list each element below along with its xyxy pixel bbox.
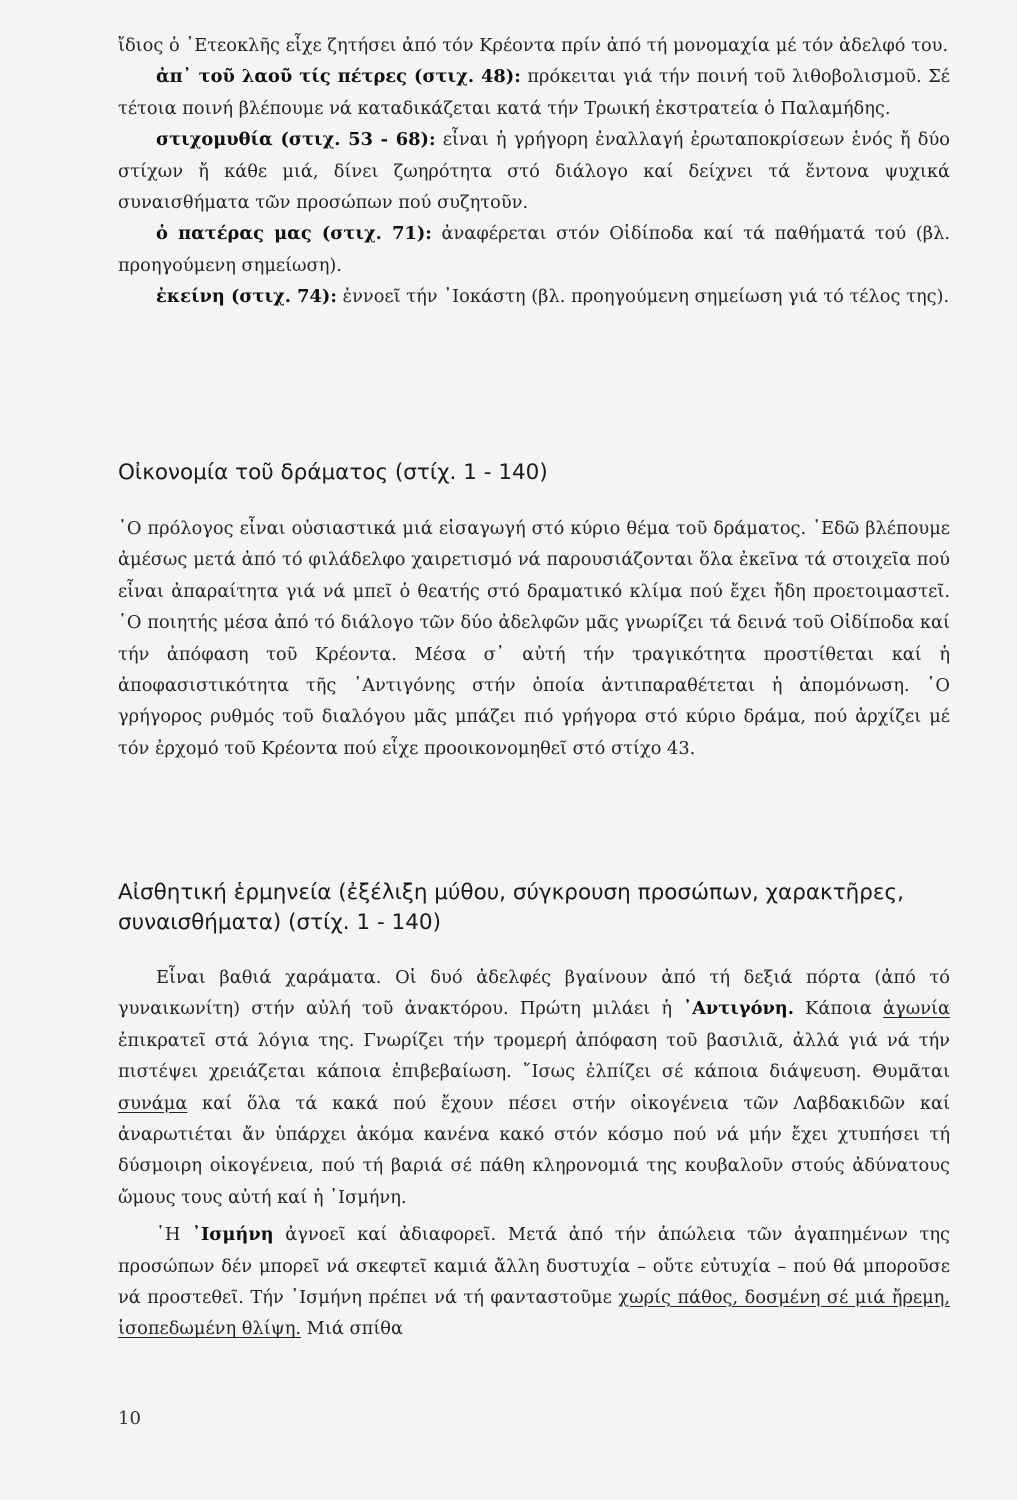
note-term: ὁ πατέρας μας (στιχ. 71): xyxy=(156,223,432,245)
note-text: εἶναι ἡ γρήγορη ἐναλλαγή ἐρωταποκρίσεων ἑνός ἤ δύο στίχων ἤ κάθε μιά, δίνει ζωηρότητα στό διάλογο καί δείχνει τά ἔντονα ψυχικά συναισθήματα τῶν προσώπων πού συζητοῦν. xyxy=(118,129,950,214)
note-term: ἀπ᾽ τοῦ λαοῦ τίς πέτρες (στιχ. 48): xyxy=(156,66,521,88)
note-item xyxy=(118,281,950,312)
notes-block xyxy=(118,30,950,313)
note-term: ἐκείνη (στιχ. 74): xyxy=(156,286,337,308)
section-body-aesthetic xyxy=(118,962,950,1345)
section-heading-economy: Οἰκονομία τοῦ δράματος (στίχ. 1 - 140) xyxy=(118,460,548,485)
note-term: στιχομυθία (στιχ. 53 - 68): xyxy=(156,129,436,151)
paragraph xyxy=(118,962,950,1213)
paragraph: ῾Ο πρόλογος εἶναι οὐσιαστικά μιά εἰσαγωγή στό κύριο θέμα τοῦ δράματος. ᾽Εδῶ βλέπουμε ἀμέσως μετά ἀπό τό φιλάδελφο χαιρετισμό νά παρουσιάζονται ὅλα ἐκεῖνα τά στοιχεῖα πού εἶναι ἀπαραίτητα γιά νά μπεῖ ὁ θεατής στό δραματικό κλίμα πού ἔχει ἤδη προετοιμαστεῖ. ῾Ο ποιητής μέσα ἀπό τό διάλογο τῶν δύο ἀδελφῶν μᾶς γνωρίζει τά δεινά τοῦ Οἰδίποδα καί τήν ἀπόφαση τοῦ Κρέοντα. Μέσα σ᾽ αὐτή τήν τραγικότητα προστίθεται καί ἡ ἀποφασιστικότητα τῆς ᾽Αντιγόνης στήν ὁποία ἀντιπαραθέτεται ἡ ἀπομόνωση. ῾Ο γρήγορος ρυθμός τοῦ διαλόγου μᾶς μπάζει πιό γρήγορα στό κύριο δράμα, πού ἀρχίζει μέ τόν ἐρχομό τοῦ Κρέοντα πού εἶχε προοικονομηθεῖ στό στίχο 43. xyxy=(118,518,950,759)
note-text: ἴδιος ὁ ᾽Ετεοκλῆς εἶχε ζητήσει ἀπό τόν Κρέοντα πρίν ἀπό τή μονομαχία μέ τόν ἀδελφό του. xyxy=(118,35,949,56)
page-number: 10 xyxy=(118,1408,141,1429)
text-run: Μιά σπίθα xyxy=(301,1318,403,1340)
character-name: ᾽Αντιγόνη. xyxy=(683,998,794,1020)
note-text: ἐννοεῖ τήν ᾽Ιοκάστη (βλ. προηγούμενη σημείωση γιά τό τέλος της). xyxy=(336,286,950,308)
paragraph xyxy=(118,1219,950,1345)
note-item xyxy=(118,61,950,124)
note-item xyxy=(118,124,950,218)
note-text: ἀναφέρεται στόν Οἰδίποδα καί τά παθήματά τού (βλ. προηγούμενη σημείωση). xyxy=(118,223,950,276)
text-run: ἀγνοεῖ καί ἀδιαφορεῖ. Μετά ἀπό τήν ἀπώλεια τῶν ἀγαπημένων της προσώπων δέν μπορεῖ νά σκεφτεῖ καμιά ἄλλη δυστυχία – οὔτε εὐτυχία – πού θά μποροῦσε νά προστεθεῖ. Τήν ᾽Ισμήνη πρέπει νά τή φανταστοῦμε xyxy=(118,1224,950,1309)
underlined-text: χωρίς πάθος, δοσμένη σέ μιά ἤρεμη, ἰσοπεδωμένη θλίψη. xyxy=(118,1287,950,1340)
character-name: ᾽Ισμήνη xyxy=(192,1224,274,1246)
underlined-text: ἀγωνία xyxy=(883,998,951,1020)
text-run: καί ὅλα τά κακά πού ἔχουν πέσει στήν οἰκογένεια τῶν Λαβδακιδῶν καί ἀναρωτιέται ἄν ὑπάρχει ἀκόμα κανένα κακό στόν κόσμο πού νά μήν ἔχει χτυπήσει τή δύσμοιρη οἰκογένεια, πού τή βαριά σέ πάθη κληρονομιά της κουβαλοῦν στούς ἀδύνατους ὤμους τους αὐτή καί ἡ ᾽Ισμήνη. xyxy=(118,1092,950,1208)
text-run: Εἶναι βαθιά χαράματα. Οἱ δυό ἀδελφές βγαίνουν ἀπό τή δεξιά πόρτα (ἀπό τό γυναικωνίτη) στήν αὐλή τοῦ ἀνακτόρου. Πρώτη μιλάει ἡ xyxy=(118,967,950,1020)
note-item xyxy=(118,218,950,281)
section-heading-aesthetic: Αἰσθητική ἑρμηνεία (ἐξέλιξη μύθου, σύγκρουση προσώπων, χαρακτῆρες, συναισθήματα) (στίχ. 1 - 140) xyxy=(118,880,904,935)
section-body-economy xyxy=(118,513,950,764)
text-run: Κάποια xyxy=(793,998,884,1020)
text-run: ῾Η xyxy=(156,1224,193,1246)
underlined-text: συνάμα xyxy=(118,1092,188,1114)
note-continuation xyxy=(118,30,950,61)
text-run: ἐπικρατεῖ στά λόγια της. Γνωρίζει τήν τρομερή ἀπόφαση τοῦ βασιλιᾶ, ἀλλά γιά νά τήν πιστέψει χρειάζεται κάποια ἐπιβεβαίωση. ῎Ισως ἐλπίζει σέ κάποια διάψευση. Θυμᾶται xyxy=(118,1029,950,1083)
note-text: πρόκειται γιά τήν ποινή τοῦ λιθοβολισμοῦ. Σέ τέτοια ποινή βλέπουμε νά καταδικάζεται κατά τήν Τρωική ἐκστρατεία ὁ Παλαμήδης. xyxy=(118,66,950,119)
